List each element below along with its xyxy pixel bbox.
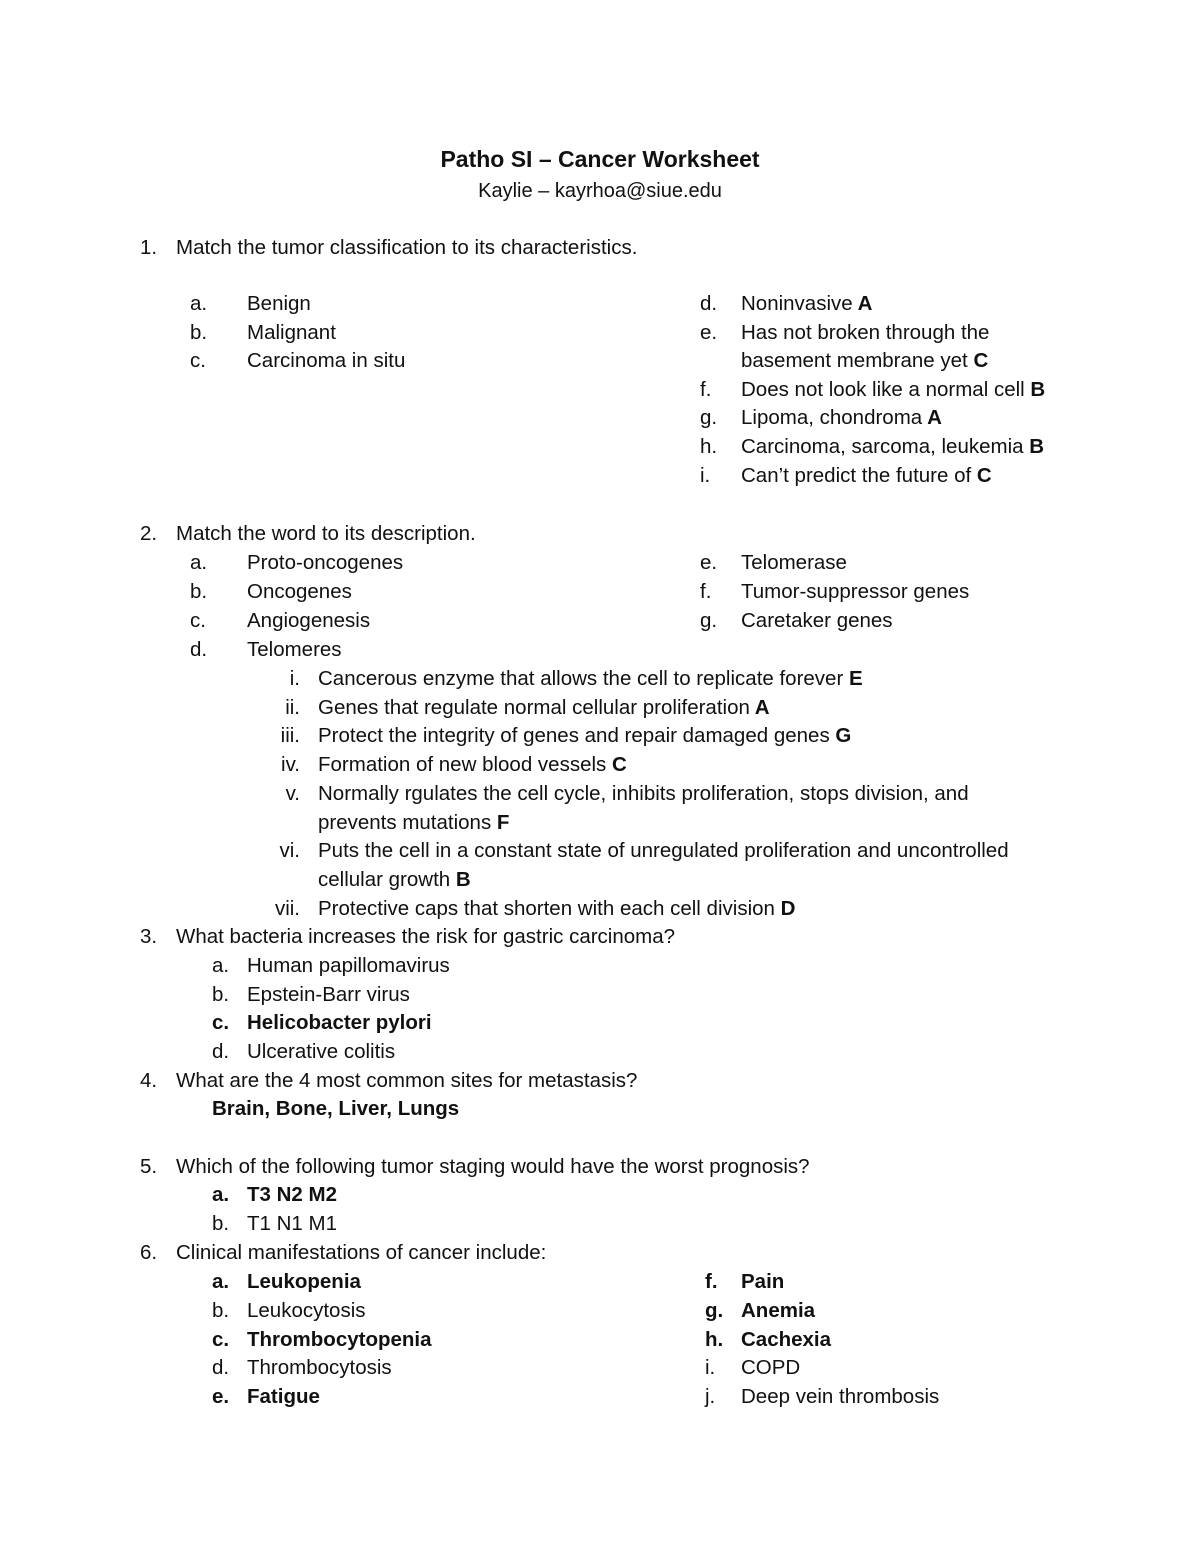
q1-right-item (741, 464, 992, 488)
q5-option-letter: a. (212, 1183, 230, 1206)
q2-description-text: cellular growth (318, 867, 451, 891)
q1-right-item (741, 349, 988, 373)
q2-left-item (247, 638, 342, 662)
q5-number: 5. (140, 1155, 158, 1178)
q1-number: 1. (140, 236, 158, 259)
q2-description (318, 839, 1009, 863)
q6-right-item-letter: h. (705, 1327, 724, 1351)
q3-option (247, 954, 450, 978)
q2-description-text: Protect the integrity of genes and repair damaged genes (318, 724, 830, 748)
q2-description (318, 667, 863, 691)
q1-right-item (741, 321, 989, 345)
q2-description-numeral: iii. (280, 724, 300, 748)
q2-description-answer: A (749, 695, 770, 719)
q1-right-item-answer: B (1024, 377, 1046, 401)
q2-description-answer: D (774, 896, 796, 920)
q6-right-item-letter: j. (705, 1385, 716, 1409)
q6-left-item-letter: a. (212, 1270, 230, 1293)
q2-right-item-letter: g. (700, 609, 718, 632)
q2-left-item-letter: a. (190, 551, 208, 574)
q1-right-item-letter: e. (700, 320, 718, 344)
q1-right-item-text: Carcinoma, sarcoma, leukemia (741, 435, 1024, 458)
q2-left-item-text: Oncogenes (247, 580, 352, 603)
q2-description-answer: B (450, 867, 471, 891)
q1-right-item (741, 435, 1044, 459)
q1-left-item (247, 349, 405, 373)
q6-right-item-letter: i. (705, 1356, 716, 1380)
q1-right-item-text: Can’t predict the future of (741, 463, 972, 487)
q2-right-item-text: Telomerase (741, 551, 847, 574)
q1-right-item-letter: g. (700, 406, 718, 430)
q6-left-item-text: Fatigue (247, 1385, 320, 1409)
q2-description (318, 753, 627, 777)
q6-left-item-text: Leukocytosis (247, 1298, 366, 1322)
q1-right-item (741, 378, 1045, 402)
q2-description-numeral: vi. (279, 839, 300, 863)
q5-option (247, 1212, 337, 1236)
q3-option-letter: c. (212, 1011, 230, 1035)
q3-number: 3. (140, 925, 158, 948)
q3-option-text: Helicobacter pylori (247, 1011, 432, 1035)
q1-right-item-text: Noninvasive (741, 292, 853, 315)
q4-number: 4. (140, 1069, 158, 1092)
q2-description-answer: E (843, 667, 863, 690)
q2-number: 2. (140, 522, 158, 545)
q6-left-item-text: Leukopenia (247, 1270, 361, 1293)
q6-left-item (247, 1385, 320, 1409)
q6-right-item (741, 1356, 800, 1380)
q6-left-item-letter: d. (212, 1356, 230, 1380)
q6-right-item (741, 1328, 831, 1352)
q2-right-item (741, 609, 893, 633)
q1-right-item-text: Does not look like a normal cell (741, 377, 1025, 401)
q2-right-item-text: Caretaker genes (741, 609, 893, 632)
q1-right-item-letter: i. (700, 463, 711, 487)
q6-left-item (247, 1356, 392, 1380)
q2-description-text: Protective caps that shorten with each cell division (318, 896, 775, 920)
q1-right-item (741, 406, 942, 430)
q2-description-answer: C (606, 753, 627, 777)
q2-description-text: Normally rgulates the cell cycle, inhibits proliferation, stops division, and (318, 781, 969, 805)
q1-right-item-answer: B (1023, 435, 1045, 458)
page-subtitle: Kaylie – kayrhoa@siue.edu (478, 180, 722, 202)
q1-left-item-letter: c. (190, 349, 206, 373)
q6-right-item (741, 1299, 815, 1323)
q2-description-text: Cancerous enzyme that allows the cell to replicate forever (318, 667, 844, 690)
q1-right-item-answer: A (852, 292, 873, 315)
q6-left-item (247, 1270, 361, 1294)
q2-description (318, 868, 471, 892)
q6-right-item-text: COPD (741, 1356, 801, 1380)
q2-description (318, 724, 851, 748)
q5-option (247, 1183, 337, 1207)
q2-description-answer: G (829, 724, 852, 748)
q1-left-item-letter: b. (190, 320, 208, 344)
q6-right-item-text: Cachexia (741, 1327, 832, 1351)
q6-left-item (247, 1328, 432, 1352)
q2-description-text: prevents mutations (318, 810, 492, 834)
q2-left-item (247, 551, 403, 575)
q2-description (318, 782, 969, 806)
q3-option-text: Epstein-Barr virus (247, 982, 410, 1006)
q2-description-text: Puts the cell in a constant state of unregulated proliferation and uncontrolled (318, 839, 1009, 863)
q3-option-text: Human papillomavirus (247, 954, 450, 977)
q3-option (247, 983, 410, 1007)
q6-left-item-text: Thrombocytopenia (247, 1327, 432, 1351)
q2-description-numeral: ii. (285, 695, 300, 719)
q3-option-text: Ulcerative colitis (247, 1040, 396, 1064)
q4-answer: Brain, Bone, Liver, Lungs (212, 1097, 460, 1120)
q2-description (318, 811, 509, 835)
q2-left-item-text: Angiogenesis (247, 609, 371, 632)
q6-right-item-letter: g. (705, 1298, 724, 1322)
q6-left-item (247, 1299, 366, 1323)
q5-option-text: T3 N2 M2 (247, 1183, 337, 1206)
q1-right-item-letter: f. (700, 377, 712, 401)
q2-left-item-text: Telomeres (247, 638, 342, 661)
q2-right-item-letter: f. (700, 580, 712, 603)
q1-right-item-text: basement membrane yet (741, 349, 968, 373)
q1-right-item-text: Has not broken through the (741, 320, 990, 344)
q2-right-item (741, 580, 969, 604)
q1-right-item (741, 292, 872, 316)
q2-left-item-letter: d. (190, 638, 208, 661)
q2-description-numeral: v. (285, 781, 300, 805)
q1-right-item-answer: C (971, 463, 992, 487)
q2-description (318, 696, 770, 720)
q6-number: 6. (140, 1241, 158, 1264)
q2-description-answer: F (491, 810, 510, 834)
q1-left-item-letter: a. (190, 292, 208, 315)
q2-description-numeral: i. (289, 667, 300, 690)
q6-right-item-text: Pain (741, 1270, 785, 1293)
q2-description (318, 897, 795, 921)
q6-left-item-letter: c. (212, 1327, 230, 1351)
q4-prompt: What are the 4 most common sites for metastasis? (176, 1069, 638, 1092)
q2-description-text: Genes that regulate normal cellular proliferation (318, 695, 750, 719)
q1-left-item (247, 292, 311, 316)
q2-description-numeral: iv. (281, 753, 300, 777)
q6-right-item-text: Deep vein thrombosis (741, 1385, 940, 1409)
q6-right-item-text: Anemia (741, 1298, 816, 1322)
q1-right-item-letter: h. (700, 435, 718, 458)
q6-right-item (741, 1385, 939, 1409)
q1-right-item-text: Lipoma, chondroma (741, 406, 923, 430)
q3-option-letter: b. (212, 982, 230, 1006)
q6-right-item (741, 1270, 784, 1294)
q2-left-item-letter: b. (190, 580, 208, 603)
q3-option (247, 1040, 395, 1064)
q2-description-text: Formation of new blood vessels (318, 753, 607, 777)
q5-option-letter: b. (212, 1212, 230, 1235)
q3-option-letter: a. (212, 954, 230, 977)
q5-option-text: T1 N1 M1 (247, 1212, 337, 1235)
q1-left-item-text: Carcinoma in situ (247, 349, 406, 373)
q1-right-item-answer: C (967, 349, 989, 373)
q2-left-item (247, 580, 352, 604)
q2-right-item-letter: e. (700, 551, 718, 574)
q1-left-item-text: Malignant (247, 320, 336, 344)
q2-right-item-text: Tumor-suppressor genes (741, 580, 970, 603)
q5-prompt: Which of the following tumor staging would have the worst prognosis? (176, 1155, 810, 1178)
q1-right-item-answer: A (922, 406, 942, 430)
q3-option-letter: d. (212, 1040, 230, 1064)
q1-prompt: Match the tumor classification to its characteristics. (176, 236, 638, 259)
q6-left-item-letter: b. (212, 1298, 230, 1322)
page-title: Patho SI – Cancer Worksheet (440, 146, 760, 172)
q3-option (247, 1011, 432, 1035)
q2-description-numeral: vii. (274, 896, 300, 920)
q2-left-item-text: Proto-oncogenes (247, 551, 404, 574)
q3-prompt: What bacteria increases the risk for gastric carcinoma? (176, 925, 676, 948)
q2-left-item-letter: c. (190, 609, 206, 632)
q1-left-item (247, 321, 336, 345)
q6-left-item-text: Thrombocytosis (247, 1356, 392, 1380)
q6-left-item-letter: e. (212, 1385, 230, 1409)
q1-right-item-letter: d. (700, 292, 718, 315)
q2-left-item (247, 609, 370, 633)
q2-prompt: Match the word to its description. (176, 522, 476, 545)
q2-right-item (741, 551, 847, 575)
q6-right-item-letter: f. (705, 1270, 718, 1293)
q6-prompt: Clinical manifestations of cancer include: (176, 1241, 547, 1264)
q1-left-item-text: Benign (247, 292, 311, 315)
